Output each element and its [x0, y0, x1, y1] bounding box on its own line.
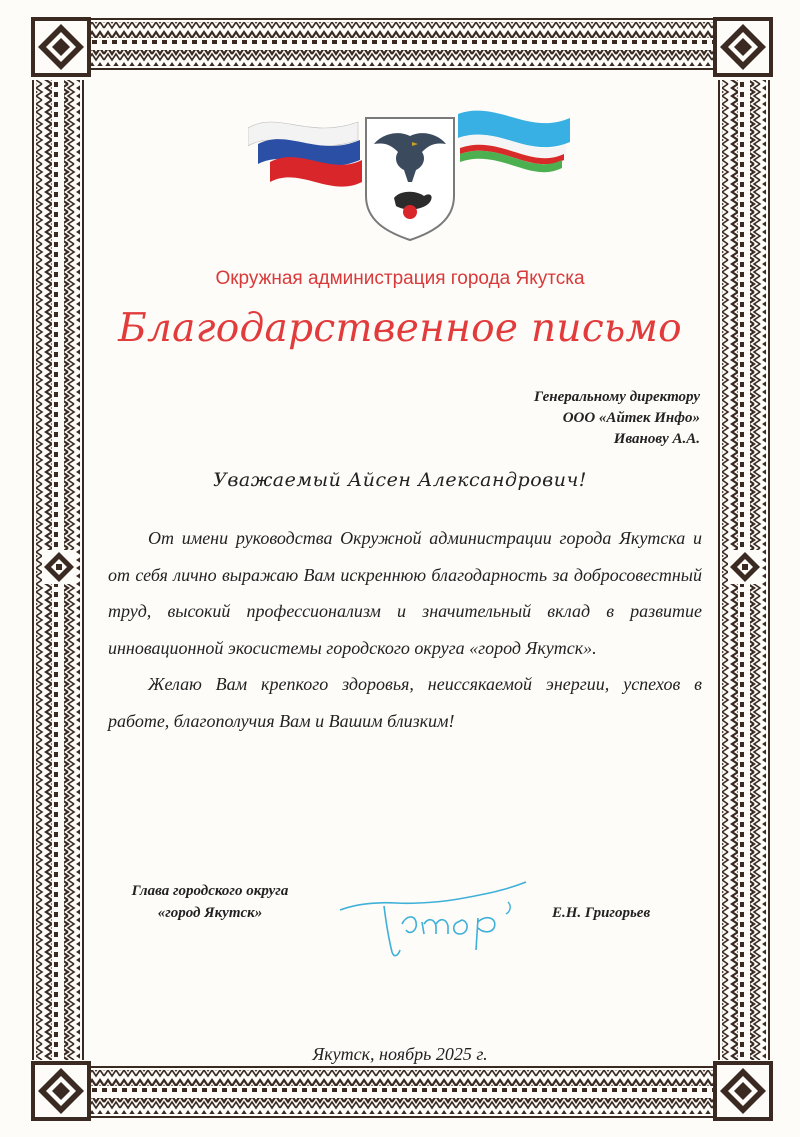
signatory-position-line: «город Якутск»	[157, 905, 263, 921]
ornament-border-top	[40, 14, 760, 78]
body-paragraph: От имени руководства Окружной администрации города Якутска и от себя лично выражаю Вам искреннюю благодарность за добросовестный труд, высокий профессионализм и значительный вклад в развитие инновационной экосистемы городского округа «город Якутск».	[108, 528, 702, 658]
recipient-name: Иванову А.А.	[613, 431, 700, 447]
ornament-border-bottom	[40, 1062, 760, 1124]
letter-body	[108, 520, 702, 739]
signatory-name: Е.Н. Григорьев	[552, 905, 651, 921]
side-ornament-right	[728, 550, 762, 584]
corner-ornament-bottom-right	[712, 1060, 774, 1122]
corner-ornament-top-right	[712, 16, 774, 78]
recipient-company: ООО «Айтек Инфо»	[562, 410, 700, 426]
salutation: Уважаемый Айсен Александрович!	[213, 469, 587, 491]
corner-ornament-top-left	[30, 16, 92, 78]
administration-name: Окружная администрация города Якутска	[215, 268, 585, 289]
body-paragraph: Желаю Вам крепкого здоровья, неиссякаемой энергии, успехов в работе, благополучия Вам и Вашим близким!	[108, 674, 702, 731]
place-and-date: Якутск, ноябрь 2025 г.	[312, 1044, 488, 1064]
city-emblem	[248, 100, 578, 245]
signatory-position-line: Глава городского округа	[131, 883, 289, 899]
side-ornament-left	[42, 550, 76, 584]
letter-title: Благодарственное письмо	[118, 306, 682, 351]
signatory-position	[110, 880, 310, 924]
handwritten-signature	[336, 872, 536, 962]
recipient-block	[534, 387, 700, 450]
corner-ornament-bottom-left	[30, 1060, 92, 1122]
recipient-position: Генеральному директору	[533, 389, 700, 405]
